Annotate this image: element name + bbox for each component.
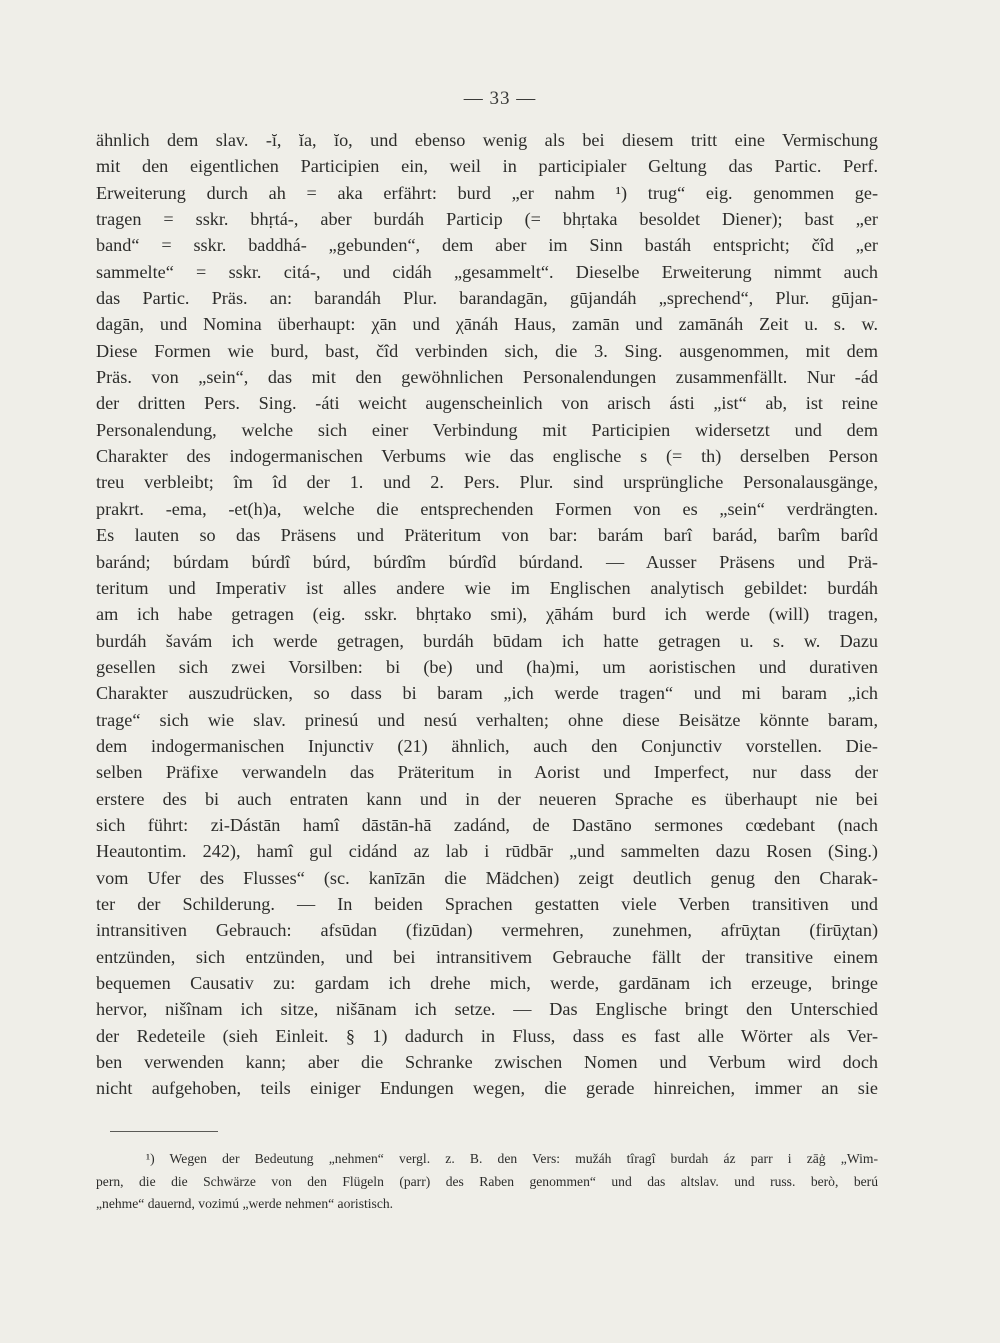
text-line: erstere des bi auch entraten kann und in der neueren Sprache es überhaupt nie bei: [96, 788, 878, 809]
text-line: baránd; búrdam búrdî búrd, búrdîm búrdîd búrdand. — Ausser Präsens und Prä-: [96, 551, 878, 572]
text-line: prakrt. -ema, -et(h)a, welche die entsprechenden Formen von es „sein“ verdrängten.: [96, 498, 878, 519]
text-line: tragen = sskr. bhṛtá-, aber burdáh Particip (= bhṛtaka besoldet Diener); bast „er: [96, 209, 878, 230]
text-line: dem indogermanischen Injunctiv (21) ähnlich, auch den Conjunctiv vorstellen. Die-: [96, 735, 878, 756]
text-line: der dritten Pers. Sing. -áti weicht augenscheinlich von arisch ásti „ist“ ab, ist reine: [96, 393, 878, 414]
text-line: mit den eigentlichen Participien ein, weil in participialer Geltung das Partic. Perf.: [96, 156, 878, 177]
text-line: gesellen sich zwei Vorsilben: bi (be) und (ha)mi, um aoristischen und durativen: [96, 656, 878, 677]
text-line: Diese Formen wie burd, bast, čîd verbinden sich, die 3. Sing. ausgenommen, mit dem: [96, 340, 878, 361]
text-line: treu verbleibt; îm îd der 1. und 2. Pers. Plur. sind ursprüngliche Personalausgänge,: [96, 472, 878, 493]
text-line: ähnlich dem slav. -ĭ, ĭa, ĭo, und ebenso wenig als bei diesem tritt eine Vermischung: [96, 130, 878, 150]
text-line: Präs. von „sein“, das mit den gewöhnlichen Personalendungen zusammenfällt. Nur -ád: [96, 367, 878, 388]
text-line: das Partic. Präs. an: barandáh Plur. barandagān, gūjandáh „sprechend“, Plur. gūjan-: [96, 288, 878, 309]
text-line: trage“ sich wie slav. prinesú und nesú verhalten; ohne diese Beisätze könnte baram,: [96, 709, 878, 730]
text-line: Charakter auszudrücken, so dass bi baram „ich werde tragen“ und mi baram „ich: [96, 683, 878, 704]
text-line: intransitiven Gebrauch: afsūdan (fizūdan) vermehren, zunehmen, afrūχtan (firūχtan): [96, 920, 878, 941]
footnote-line: „nehme“ dauernd, vozimú „werde nehmen“ aoristisch.: [96, 1196, 394, 1211]
text-line: selben Präfixe verwandeln das Präteritum in Aorist und Imperfect, nur dass der: [96, 762, 878, 783]
footnote-line: pern, die die Schwärze von den Flügeln (parr) des Raben genommen“ und das altslav. und russ. berò, berú: [96, 1173, 878, 1189]
text-line: sammelte“ = sskr. citá-, und cidáh „gesammelt“. Dieselbe Erweiterung nimmt auch: [96, 261, 878, 282]
footnote-divider: [110, 1131, 218, 1132]
text-line: vom Ufer des Flusses“ (sc. kanīzān die Mädchen) zeigt deutlich genug den Charak-: [96, 867, 878, 888]
text-line: bequemen Causativ zu: gardam ich drehe mich, werde, gardānam ich erzeuge, bringe: [96, 973, 878, 993]
text-line: ben verwenden kann; aber die Schranke zwischen Nomen und Verbum wird doch: [96, 1052, 878, 1073]
footnote: [96, 1148, 878, 1216]
text-line: Erweiterung durch ah = aka erfährt: burd „er nahm ¹) trug“ eig. genommen ge-: [96, 182, 878, 203]
text-line: Personalendung, welche sich einer Verbindung mit Participien widersetzt und dem: [96, 419, 878, 440]
footnote-line: ¹) Wegen der Bedeutung „nehmen“ vergl. z. B. den Vers: mužáh tîragî burdah áz parr i zāġ „Wim-: [146, 1151, 878, 1166]
text-line: band“ = sskr. baddhá- „gebunden“, dem aber im Sinn bastáh entspricht; čîd „er: [96, 235, 878, 256]
text-line: nicht aufgehoben, teils einiger Endungen wegen, die gerade hinreichen, immer an sie: [96, 1078, 878, 1099]
body-text: [96, 127, 878, 1102]
text-line: teritum und Imperativ ist alles andere wie im Englischen analytisch gebildet: burdáh: [96, 577, 878, 598]
text-line: entzünden, sich entzünden, und bei intransitivem Gebrauche fällt der transitive einem: [96, 946, 878, 967]
text-line: hervor, nišînam ich sitze, nišānam ich setze. — Das Englische bringt den Unterschied: [96, 999, 878, 1020]
text-line: Es lauten so das Präsens und Präteritum von bar: barám barî barád, barîm barîd: [96, 525, 878, 546]
text-line: sich führt: zi-Dástān hamî dāstān-hā zadánd, de Dastāno sermones cœdebant (nach: [96, 814, 878, 835]
page-number: — 33 —: [463, 88, 537, 109]
text-line: dagān, und Nomina überhaupt: χān und χānáh Haus, zamān und zamānáh Zeit u. s. w.: [96, 314, 878, 335]
text-line: am ich habe getragen (eig. sskr. bhṛtako smi), χāhám burd ich werde (will) tragen,: [96, 604, 878, 625]
text-line: Heautontim. 242), hamî gul cidánd az lab i rūdbār „und sammelten dazu Rosen (Sing.): [96, 841, 878, 862]
text-line: burdáh šavám ich werde getragen, burdáh būdam ich hatte getragen u. s. w. Dazu: [96, 630, 878, 651]
text-line: ter der Schilderung. — In beiden Sprachen gestatten viele Verben transitiven und: [96, 893, 878, 914]
text-line: der Redeteile (sieh Einleit. § 1) dadurch in Fluss, dass es fast alle Wörter als Ver-: [96, 1025, 878, 1046]
text-line: Charakter des indogermanischen Verbums wie das englische s (= th) derselben Person: [96, 446, 878, 467]
